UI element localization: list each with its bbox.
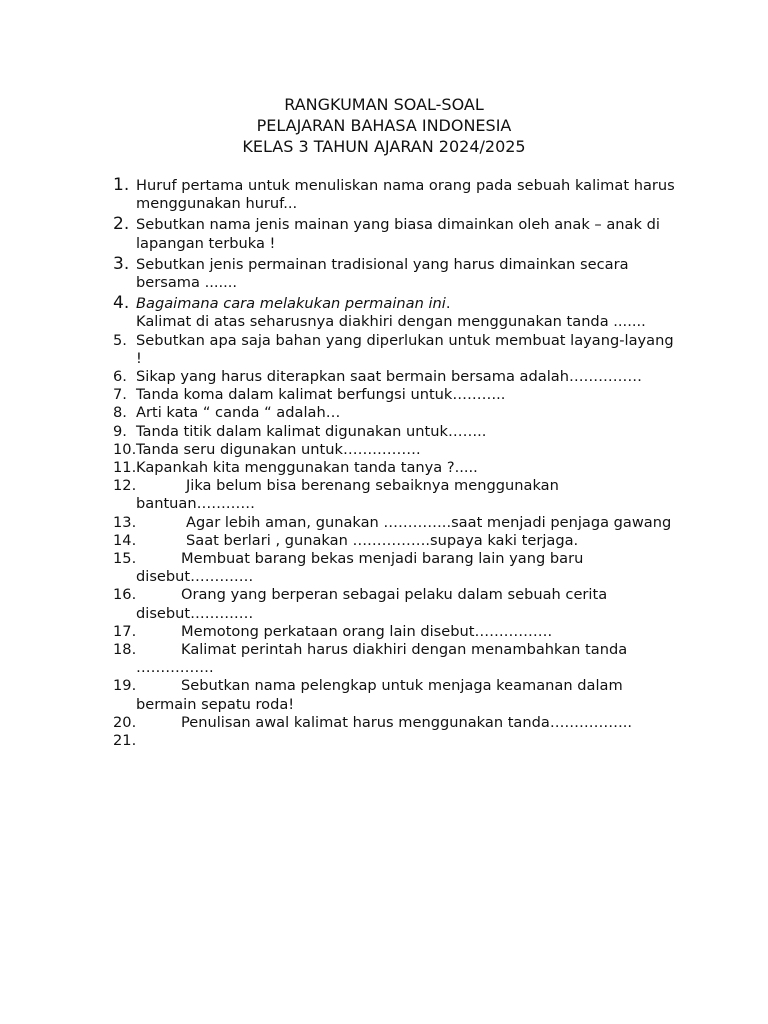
question-number: 16. (113, 586, 137, 604)
question-text: Membuat barang bekas menjadi barang lain yang baru disebut…………. (136, 550, 584, 586)
question-number: 4. (113, 293, 130, 314)
question-item (0, 441, 768, 459)
title-line-2: PELAJARAN BAHASA INDONESIA (256, 116, 512, 135)
document-title (0, 94, 768, 157)
question-number: 6. (113, 368, 127, 386)
question-item (0, 477, 768, 513)
question-number: 17. (113, 622, 137, 640)
question-item (0, 332, 768, 368)
question-number: 8. (113, 404, 127, 422)
question-item (0, 623, 768, 641)
question-item (0, 514, 768, 532)
question-text: Orang yang berperan sebagai pelaku dalam sebuah cerita disebut…………. (136, 586, 608, 622)
question-text: Sebutkan nama pelengkap untuk menjaga keamanan dalam bermain sepatu roda! (136, 677, 623, 713)
question-text: Tanda titik dalam kalimat digunakan untuk…….. (136, 422, 487, 440)
question-item (0, 295, 768, 331)
question-text: Jika belum bisa berenang sebaiknya menggunakan bantuan………… (136, 477, 559, 513)
question-text: Memotong perkataan orang lain disebut……………. (181, 622, 553, 640)
question-number: 11. (113, 459, 137, 477)
question-text: Sebutkan apa saja bahan yang diperlukan untuk membuat layang-layang ! (136, 331, 674, 367)
title-line-1: RANGKUMAN SOAL-SOAL (284, 95, 484, 114)
question-item (0, 732, 768, 750)
question-number: 7. (113, 386, 127, 404)
question-item (0, 550, 768, 586)
title-line-3: KELAS 3 TAHUN AJARAN 2024/2025 (242, 137, 526, 156)
question-text: Saat berlari , gunakan …………….supaya kaki terjaga. (186, 531, 579, 549)
question-item (0, 423, 768, 441)
question-number: 1. (113, 175, 130, 195)
question-text-line-2: Kalimat di atas seharusnya diakhiri dengan menggunakan tanda ....... (136, 313, 646, 331)
question-list (0, 177, 768, 750)
question-number: 9. (113, 422, 127, 440)
question-number: 20. (113, 713, 137, 731)
question-number: 13. (113, 513, 137, 531)
question-number: 19. (113, 677, 137, 695)
question-number: 12. (113, 477, 137, 495)
question-number: 10. (113, 440, 137, 458)
question-text: Penulisan awal kalimat harus menggunakan tanda…………….. (181, 713, 633, 731)
question-text: Kalimat perintah harus diakhiri dengan menambahkan tanda ……………. (136, 641, 628, 677)
question-italic-tail: . (445, 295, 451, 313)
question-item (0, 253, 768, 292)
question-item (0, 586, 768, 622)
question-item (0, 714, 768, 732)
question-text: Arti kata “ canda “ adalah… (136, 404, 341, 422)
question-item (0, 677, 768, 713)
question-item (0, 641, 768, 677)
question-text: Agar lebih aman, gunakan …………..saat menjadi penjaga gawang (186, 513, 672, 531)
question-item (0, 386, 768, 404)
question-number: 5. (113, 331, 127, 349)
question-text: Tanda koma dalam kalimat berfungsi untuk……….. (136, 386, 506, 404)
question-number: 2. (113, 214, 130, 235)
question-item (0, 216, 768, 252)
question-item (0, 177, 768, 213)
question-text: Sikap yang harus diterapkan saat bermain bersama adalah…………… (136, 368, 642, 386)
question-number: 21. (113, 732, 137, 750)
question-italic-text: Bagaimana cara melakukan permainan ini (136, 295, 446, 313)
question-number: 14. (113, 531, 137, 549)
question-number: 3. (113, 253, 130, 274)
question-text: Sebutkan jenis permainan tradisional yang harus dimainkan secara bersama ....... (136, 255, 629, 292)
question-text: Tanda seru digunakan untuk……………. (136, 440, 421, 458)
question-item (0, 459, 768, 477)
question-number: 15. (113, 550, 137, 568)
question-text: Sebutkan nama jenis mainan yang biasa dimainkan oleh anak – anak di lapangan terbuka ! (136, 216, 660, 252)
question-text (136, 732, 680, 750)
question-item (0, 532, 768, 550)
question-number: 18. (113, 641, 137, 659)
question-text: Kapankah kita menggunakan tanda tanya ?..... (136, 459, 478, 477)
question-item (0, 368, 768, 386)
question-text (136, 295, 680, 331)
question-text: Huruf pertama untuk menuliskan nama orang pada sebuah kalimat harus menggunakan huruf... (136, 177, 675, 213)
question-item (0, 404, 768, 422)
